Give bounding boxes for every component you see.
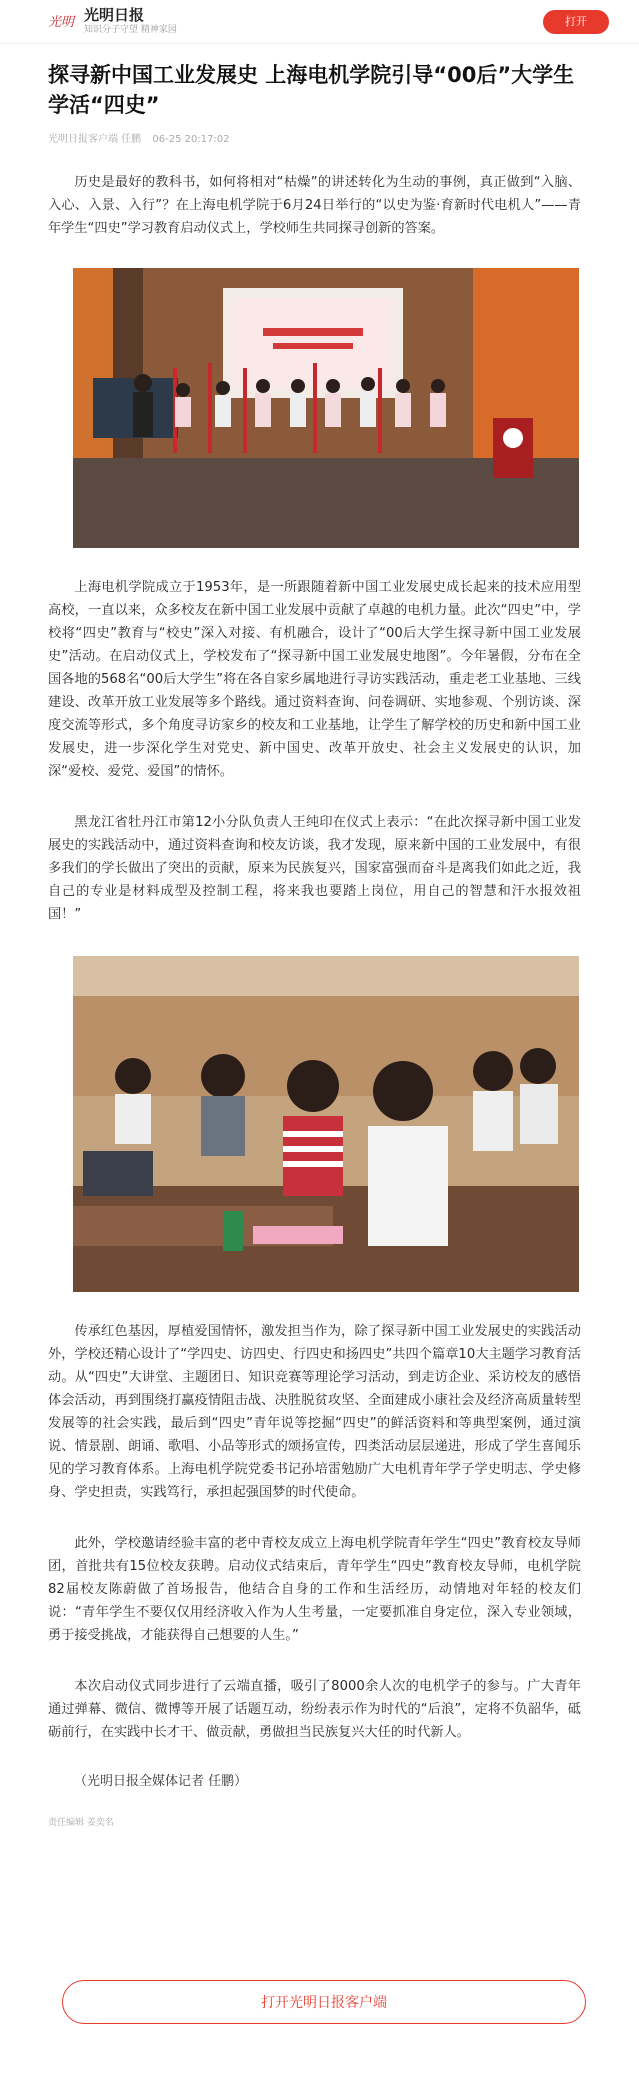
brand-block <box>84 6 177 37</box>
audience-photo <box>73 956 579 1292</box>
brand-name: 光明日报 <box>84 6 145 24</box>
paragraph-6: 本次启动仪式同步进行了云端直播，吸引了8000余人次的电机学子的参与。广大青年通过弹幕、微信、微博等开展了话题互动，纷纷表示作为时代的“后浪”，定将不负韶华，砥砺前行，在实践中长才干、做贡献，勇做担当民族复兴大任的时代新人。 <box>48 1679 581 1740</box>
app-header <box>0 0 639 44</box>
paragraph-1: 历史是最好的教科书，如何将相对“枯燥”的讲述转化为生动的事例，真正做到“入脑、入心、入景、入行”？在上海电机学院于6月24日举行的“以史为鉴·育新时代电机人”——青年学生“四史”学习教育启动仪式上，学校师生共同探寻创新的答案。 <box>48 175 581 236</box>
paragraph-3: 黑龙江省牡丹江市第12小分队负责人王纯印在仪式上表示：“在此次探寻新中国工业发展史的实践活动中，通过资料查询和校友访谈，我才发现，原来新中国的工业发展中，有很多我们的学长做出了突出的贡献，原来为民族复兴，国家富强而奋斗是离我们如此之近，我自己的专业是材料成型及控制工程，将来我也要踏上岗位，用自己的智慧和汗水报效祖国！” <box>48 815 581 922</box>
ceremony-photo <box>73 268 579 548</box>
article-title: 探寻新中国工业发展史 上海电机学院引导“00后”大学生学活“四史” <box>48 63 575 117</box>
editor-line: 责任编辑 姜奕名 <box>48 1818 114 1828</box>
ceremony-photo-illustration <box>73 268 579 548</box>
brand-slogan: 知识分子守望 精神家园 <box>84 25 177 35</box>
article-source: 光明日报客户端 任鹏 <box>48 134 142 145</box>
paragraph-4: 传承红色基因，厚植爱国情怀，激发担当作为，除了探寻新中国工业发展史的实践活动外，学校还精心设计了“学四史、访四史、行四史和扬四史”共四个篇章10大主题学习教育活动。从“四史”大讲堂、主题团日、知识竞赛等理论学习活动，到走访企业、采访校友的感悟体会活动，再到围绕打赢疫情阻击战、决胜脱贫攻坚、全面建成小康社会及经济高质量转型发展等的社会实践，最后到“四史”青年说等挖掘“四史”的鲜活资料和等典型案例，通过演说、情景剧、朗诵、歌唱、小品等形式的颂扬宣传，四类活动层层递进，形成了学生喜闻乐见的学习教育体系。上海电机学院党委书记孙培雷勉励广大电机青年学子学史明志、学史修身、学史担责，实践笃行，承担起强国梦的时代使命。 <box>48 1324 581 1500</box>
open-app-button[interactable]: 打开 <box>543 10 609 34</box>
open-client-button[interactable]: 打开光明日报客户端 <box>62 1980 586 2024</box>
article-meta <box>48 130 591 145</box>
paragraph-2: 上海电机学院成立于1953年，是一所跟随着新中国工业发展史成长起来的技术应用型高校，一直以来，众多校友在新中国工业发展中贡献了卓越的电机力量。此次“四史”中，学校将“四史”教育与“校史”深入对接、有机融合，设计了“00后大学生探寻新中国工业发展史”活动。在启动仪式上，学校发布了“探寻新中国工业发展史地图”。今年暑假，分布在全国各地的568名“00后大学生”将在各自家乡属地进行寻访实践活动，重走老工业基地、三线建设、改革开放工业发展等多个路线。通过资料查询、问卷调研、实地参观、个别访谈、深度交流等形式，多个角度寻访家乡的校友和工业基地，让学生了解学校的历史和新中国工业发展史，进一步深化学生对党史、新中国史、改革开放史、社会主义发展史的认识，加深“爱校、爱党、爱国”的情怀。 <box>48 580 581 779</box>
guangming-logo-icon <box>46 8 76 34</box>
author-line: （光明日报全媒体记者 任鹏） <box>74 1774 248 1789</box>
paragraph-5: 此外，学校邀请经验丰富的老中青校友成立上海电机学院青年学生“四史”教育校友导师团，首批共有15位校友获聘。启动仪式结束后，青年学生“四史”教育校友导师，电机学院82届校友陈蔚做了首场报告，他结合自身的工作和生活经历，动情地对年轻的校友们说：“青年学生不要仅仅用经济收入作为人生考量，一定要抓准自身定位，深入专业领域，勇于接受挑战，才能获得自己想要的人生。” <box>48 1536 581 1643</box>
article-date: 06-25 20:17:02 <box>152 134 230 145</box>
audience-photo-illustration <box>73 956 579 1292</box>
svg-text:光明: 光明 <box>48 15 75 30</box>
